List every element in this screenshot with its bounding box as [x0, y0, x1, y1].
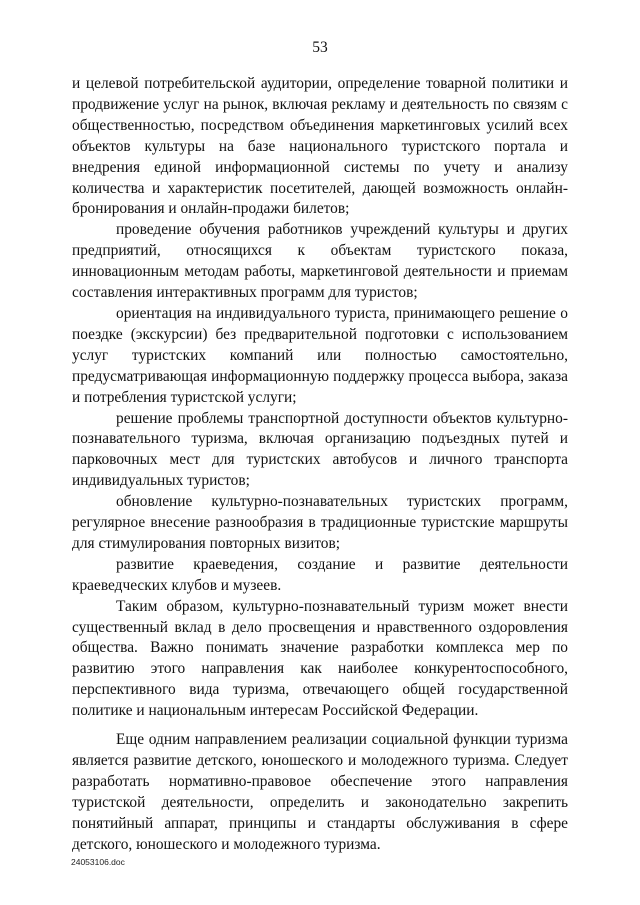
paragraph-2: проведение обучения работников учреждений культуры и других предприятий, относящихся к объектам туристского показа, инновационным методам работы, маркетинговой деятельности и приемам составления интерактивных программ для туристов;: [72, 221, 568, 302]
paragraph-8: Еще одним направлением реализации социальной функции туризма является развитие детского, юношеского и молодежного туризма. Следует разработать нормативно-правовое обеспечение этого направления туристской деятельности, определить и законодательно закрепить понятийный аппарат, принципы и стандарты обслуживания в сфере детского, юношеского и молодежного туризма.: [72, 731, 568, 853]
paragraph-1: и целевой потребительской аудитории, определение товарной политики и продвижение услуг на рынок, включая рекламу и деятельность по связям с общественностью, посредством объединения маркетинговых усилий всех объектов культуры на базе национального туристского портала и внедрения единой информационной системы по учету и анализу количества и характеристик посетителей, дающей возможность онлайн-бронирования и онлайн-продажи билетов;: [72, 75, 568, 218]
document-body: [72, 74, 568, 856]
paragraph-7: Таким образом, культурно-познавательный туризм может внести существенный вклад в дело просвещения и нравственного оздоровления общества. Важно понимать значение разработки комплекса мер по развитию этого направления как наиболее конкурентоспособного, перспективного вида туризма, отвечающего общей государственной политике и национальным интересам Российской Федерации.: [72, 597, 568, 720]
paragraph-4: решение проблемы транспортной доступности объектов культурно-познавательного туризма, включая организацию подъездных путей и парковочных мест для туристских автобусов и личного транспорта индивидуальных туристов;: [72, 409, 568, 490]
page-number: 53: [312, 39, 328, 56]
paragraph-3: ориентация на индивидуального туриста, принимающего решение о поездке (экскурсии) без предварительной подготовки с использованием услуг туристских компаний или полностью самостоятельно, предусматривающая информационную поддержку процесса выбора, заказа и потребления туристской услуги;: [72, 304, 568, 406]
paragraph-6: развитие краеведения, создание и развитие деятельности краеведческих клубов и музеев.: [72, 555, 568, 594]
file-name-footer: 24053106.doc: [71, 857, 125, 867]
paragraph-5: обновление культурно-познавательных туристских программ, регулярное внесение разнообразия в традиционные туристские маршруты для стимулирования повторных визитов;: [72, 493, 568, 552]
